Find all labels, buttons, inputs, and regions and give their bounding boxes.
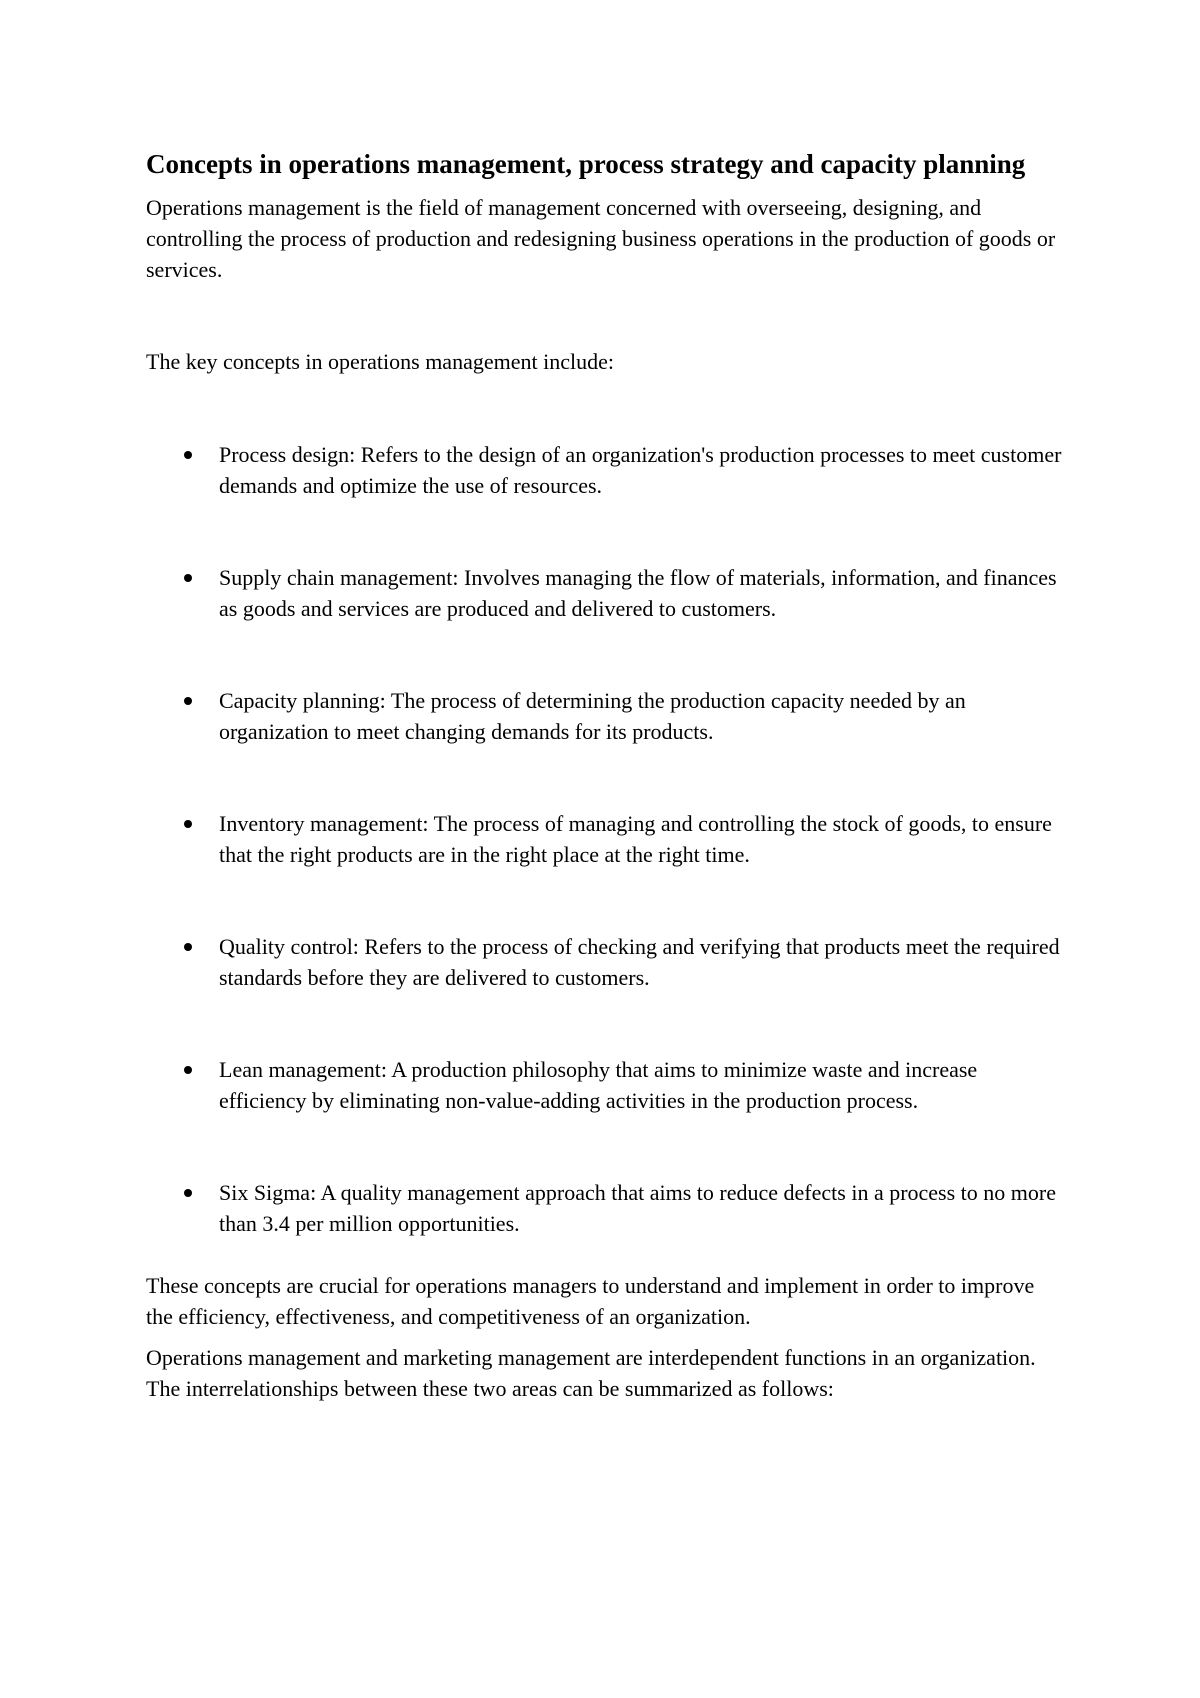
concepts-list: [146, 439, 1066, 1239]
bullet-icon: [184, 574, 192, 582]
interrelationship-paragraph: Operations management and marketing management are interdependent functions in an organization. The interrelationships between these two areas can be summarized as follows:: [146, 1345, 1036, 1401]
bullet-icon: [184, 1066, 192, 1074]
document-title: Concepts in operations management, process strategy and capacity planning: [146, 149, 1026, 179]
bullet-icon: [184, 1189, 192, 1197]
list-item: [146, 1054, 1066, 1116]
list-item: [146, 562, 1066, 624]
list-item: [146, 1177, 1066, 1239]
bullet-icon: [184, 943, 192, 951]
intro-paragraph: Operations management is the field of management concerned with overseeing, designing, and controlling the process of production and redesigning business operations in the production of goods or services.: [146, 195, 1056, 282]
list-item: [146, 685, 1066, 747]
list-item-text: Process design: Refers to the design of an organization's production processes to meet customer demands and optimize the use of resources.: [219, 442, 1062, 498]
list-item-text: Quality control: Refers to the process of checking and verifying that products meet the required standards before they are delivered to customers.: [219, 934, 1060, 990]
concepts-lead-paragraph: The key concepts in operations management include:: [146, 349, 614, 374]
closing-paragraph: These concepts are crucial for operations managers to understand and implement in order to improve the efficiency, effectiveness, and competitiveness of an organization.: [146, 1273, 1035, 1329]
list-item: [146, 439, 1066, 501]
list-item-text: Six Sigma: A quality management approach that aims to reduce defects in a process to no more than 3.4 per million opportunities.: [219, 1180, 1056, 1236]
document-body: [146, 146, 1066, 1404]
list-item-text: Capacity planning: The process of determining the production capacity needed by an organization to meet changing demands for its products.: [219, 688, 966, 744]
list-item-text: Supply chain management: Involves managing the flow of materials, information, and finances as goods and services are produced and delivered to customers.: [219, 565, 1057, 621]
list-item-text: Inventory management: The process of managing and controlling the stock of goods, to ensure that the right products are in the right place at the right time.: [219, 811, 1052, 867]
bullet-icon: [184, 451, 192, 459]
list-item: [146, 808, 1066, 870]
list-item: [146, 931, 1066, 993]
bullet-icon: [184, 697, 192, 705]
list-item-text: Lean management: A production philosophy that aims to minimize waste and increase efficiency by eliminating non-value-adding activities in the production process.: [219, 1057, 978, 1113]
bullet-icon: [184, 820, 192, 828]
